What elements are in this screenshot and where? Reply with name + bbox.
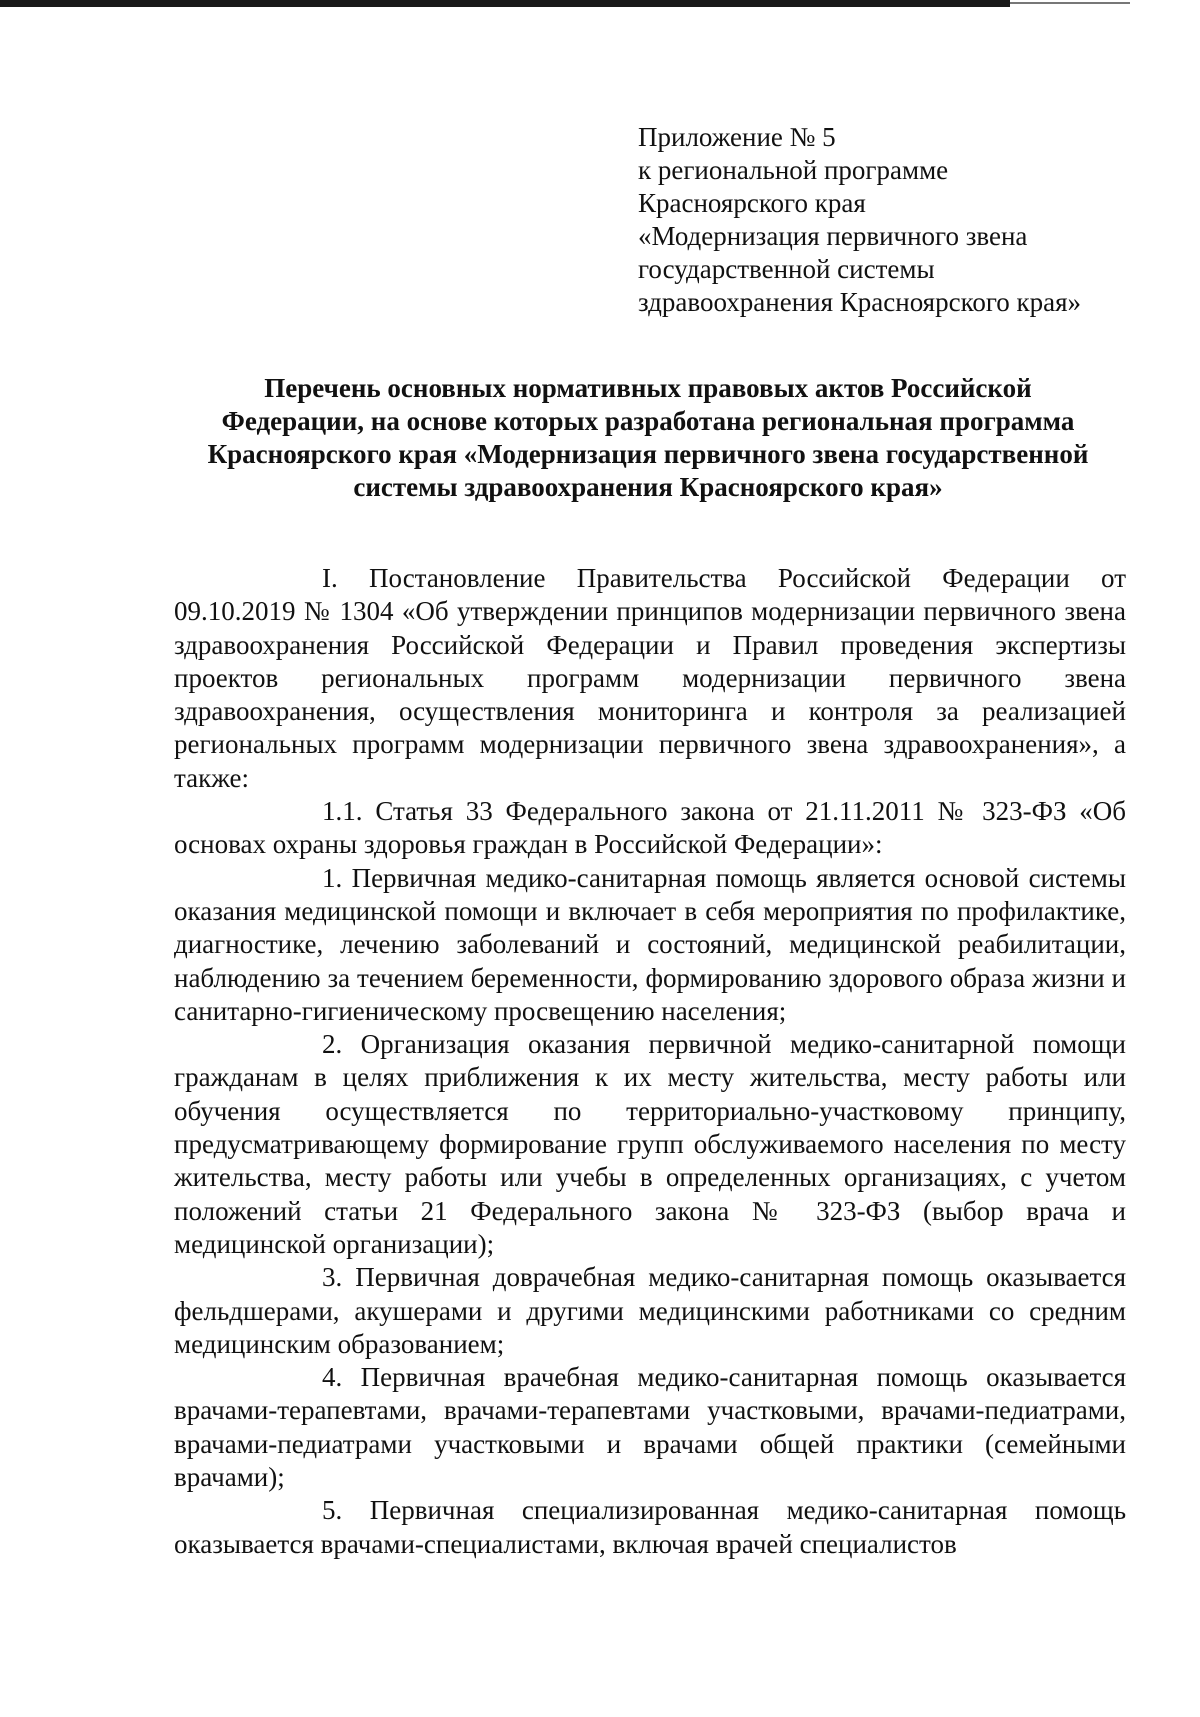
paragraph-item-2 xyxy=(174,1028,1126,1261)
paragraph-text: Первичная доврачебная медико-санитарная помощь оказывается фельдшерами, акушерами и другими медицинскими работниками со средним медицинским образованием; xyxy=(174,1262,1127,1359)
paragraph-number: 1. xyxy=(322,862,343,893)
paragraph-number: 4. xyxy=(322,1362,343,1393)
paragraph-number: 3. xyxy=(322,1262,343,1293)
title-line: Федерации, на основе которых разработана региональная программа xyxy=(221,406,1075,436)
paragraph-text: Постановление Правительства Российской Федерации от 09.10.2019 № 1304 «Об утверждении принципов модернизации первичного звена здравоохранения Российской Федерации и Правил проведения экспертизы проектов региональных программ модернизации первичного звена здравоохранения, осуществления мониторинга и контроля за реализацией региональных программ модернизации первичного звена здравоохранения», а также: xyxy=(174,563,1126,793)
paragraph-text: Первичная медико-санитарная помощь является основой системы оказания медицинской помощи и включает в себя мероприятия по профилактике, диагностике, лечению заболеваний и состояний, медицинской реабилитации, наблюдению за течением беременности, формированию здорового образа жизни и санитарно-гигиеническому просвещению населения; xyxy=(174,862,1126,1026)
appendix-header xyxy=(638,121,1158,319)
appendix-line: здравоохранения Красноярского края» xyxy=(638,287,1082,317)
paragraph-text: Первичная специализированная медико-санитарная помощь оказывается врачами-специалистами, включая врачей специалистов xyxy=(174,1495,1127,1559)
paragraph-item-1 xyxy=(174,862,1126,1028)
paragraph-section-I xyxy=(174,562,1126,795)
document-title xyxy=(170,372,1126,504)
paragraph-item-4 xyxy=(174,1361,1126,1494)
appendix-line: «Модернизация первичного звена xyxy=(638,221,1028,251)
scan-top-edge-tail xyxy=(1010,2,1130,4)
appendix-line: к региональной программе xyxy=(638,155,949,185)
paragraph-1-1 xyxy=(174,795,1126,862)
title-line: Перечень основных нормативных правовых актов Российской xyxy=(264,373,1032,403)
title-line: системы здравоохранения Красноярского края» xyxy=(353,472,943,502)
paragraph-number: I. xyxy=(322,563,338,593)
paragraph-number: 1.1. xyxy=(322,796,363,827)
document-body xyxy=(174,562,1126,1561)
appendix-line: Красноярского края xyxy=(638,188,866,218)
paragraph-item-5 xyxy=(174,1494,1126,1561)
scan-top-edge xyxy=(0,0,1010,7)
paragraph-text: Статья 33 Федерального закона от 21.11.2011 № 323-ФЗ «Об основах охраны здоровья граждан в Российской Федерации»: xyxy=(174,796,1127,860)
title-line: Красноярского края «Модернизация первичного звена государственной xyxy=(207,439,1089,469)
appendix-line: Приложение № 5 xyxy=(638,122,836,152)
paragraph-number: 5. xyxy=(322,1495,343,1526)
paragraph-item-3 xyxy=(174,1261,1126,1361)
paragraph-number: 2. xyxy=(322,1029,343,1060)
appendix-line: государственной системы xyxy=(638,254,935,284)
paragraph-text: Организация оказания первичной медико-санитарной помощи гражданам в целях приближения к их месту жительства, месту работы или обучения осуществляется по территориально-участковому принципу, предусматривающему формирование групп обслуживаемого населения по месту жительства, месту работы или учебы в определенных организациях, с учетом положений статьи 21 Федерального закона № 323-ФЗ (выбор врача и медицинской организации); xyxy=(174,1029,1126,1259)
paragraph-text: Первичная врачебная медико-санитарная помощь оказывается врачами-терапевтами, врачами-терапевтами участковыми, врачами-педиатрами, врачами-педиатрами участковыми и врачами общей практики (семейными врачами); xyxy=(174,1362,1126,1493)
